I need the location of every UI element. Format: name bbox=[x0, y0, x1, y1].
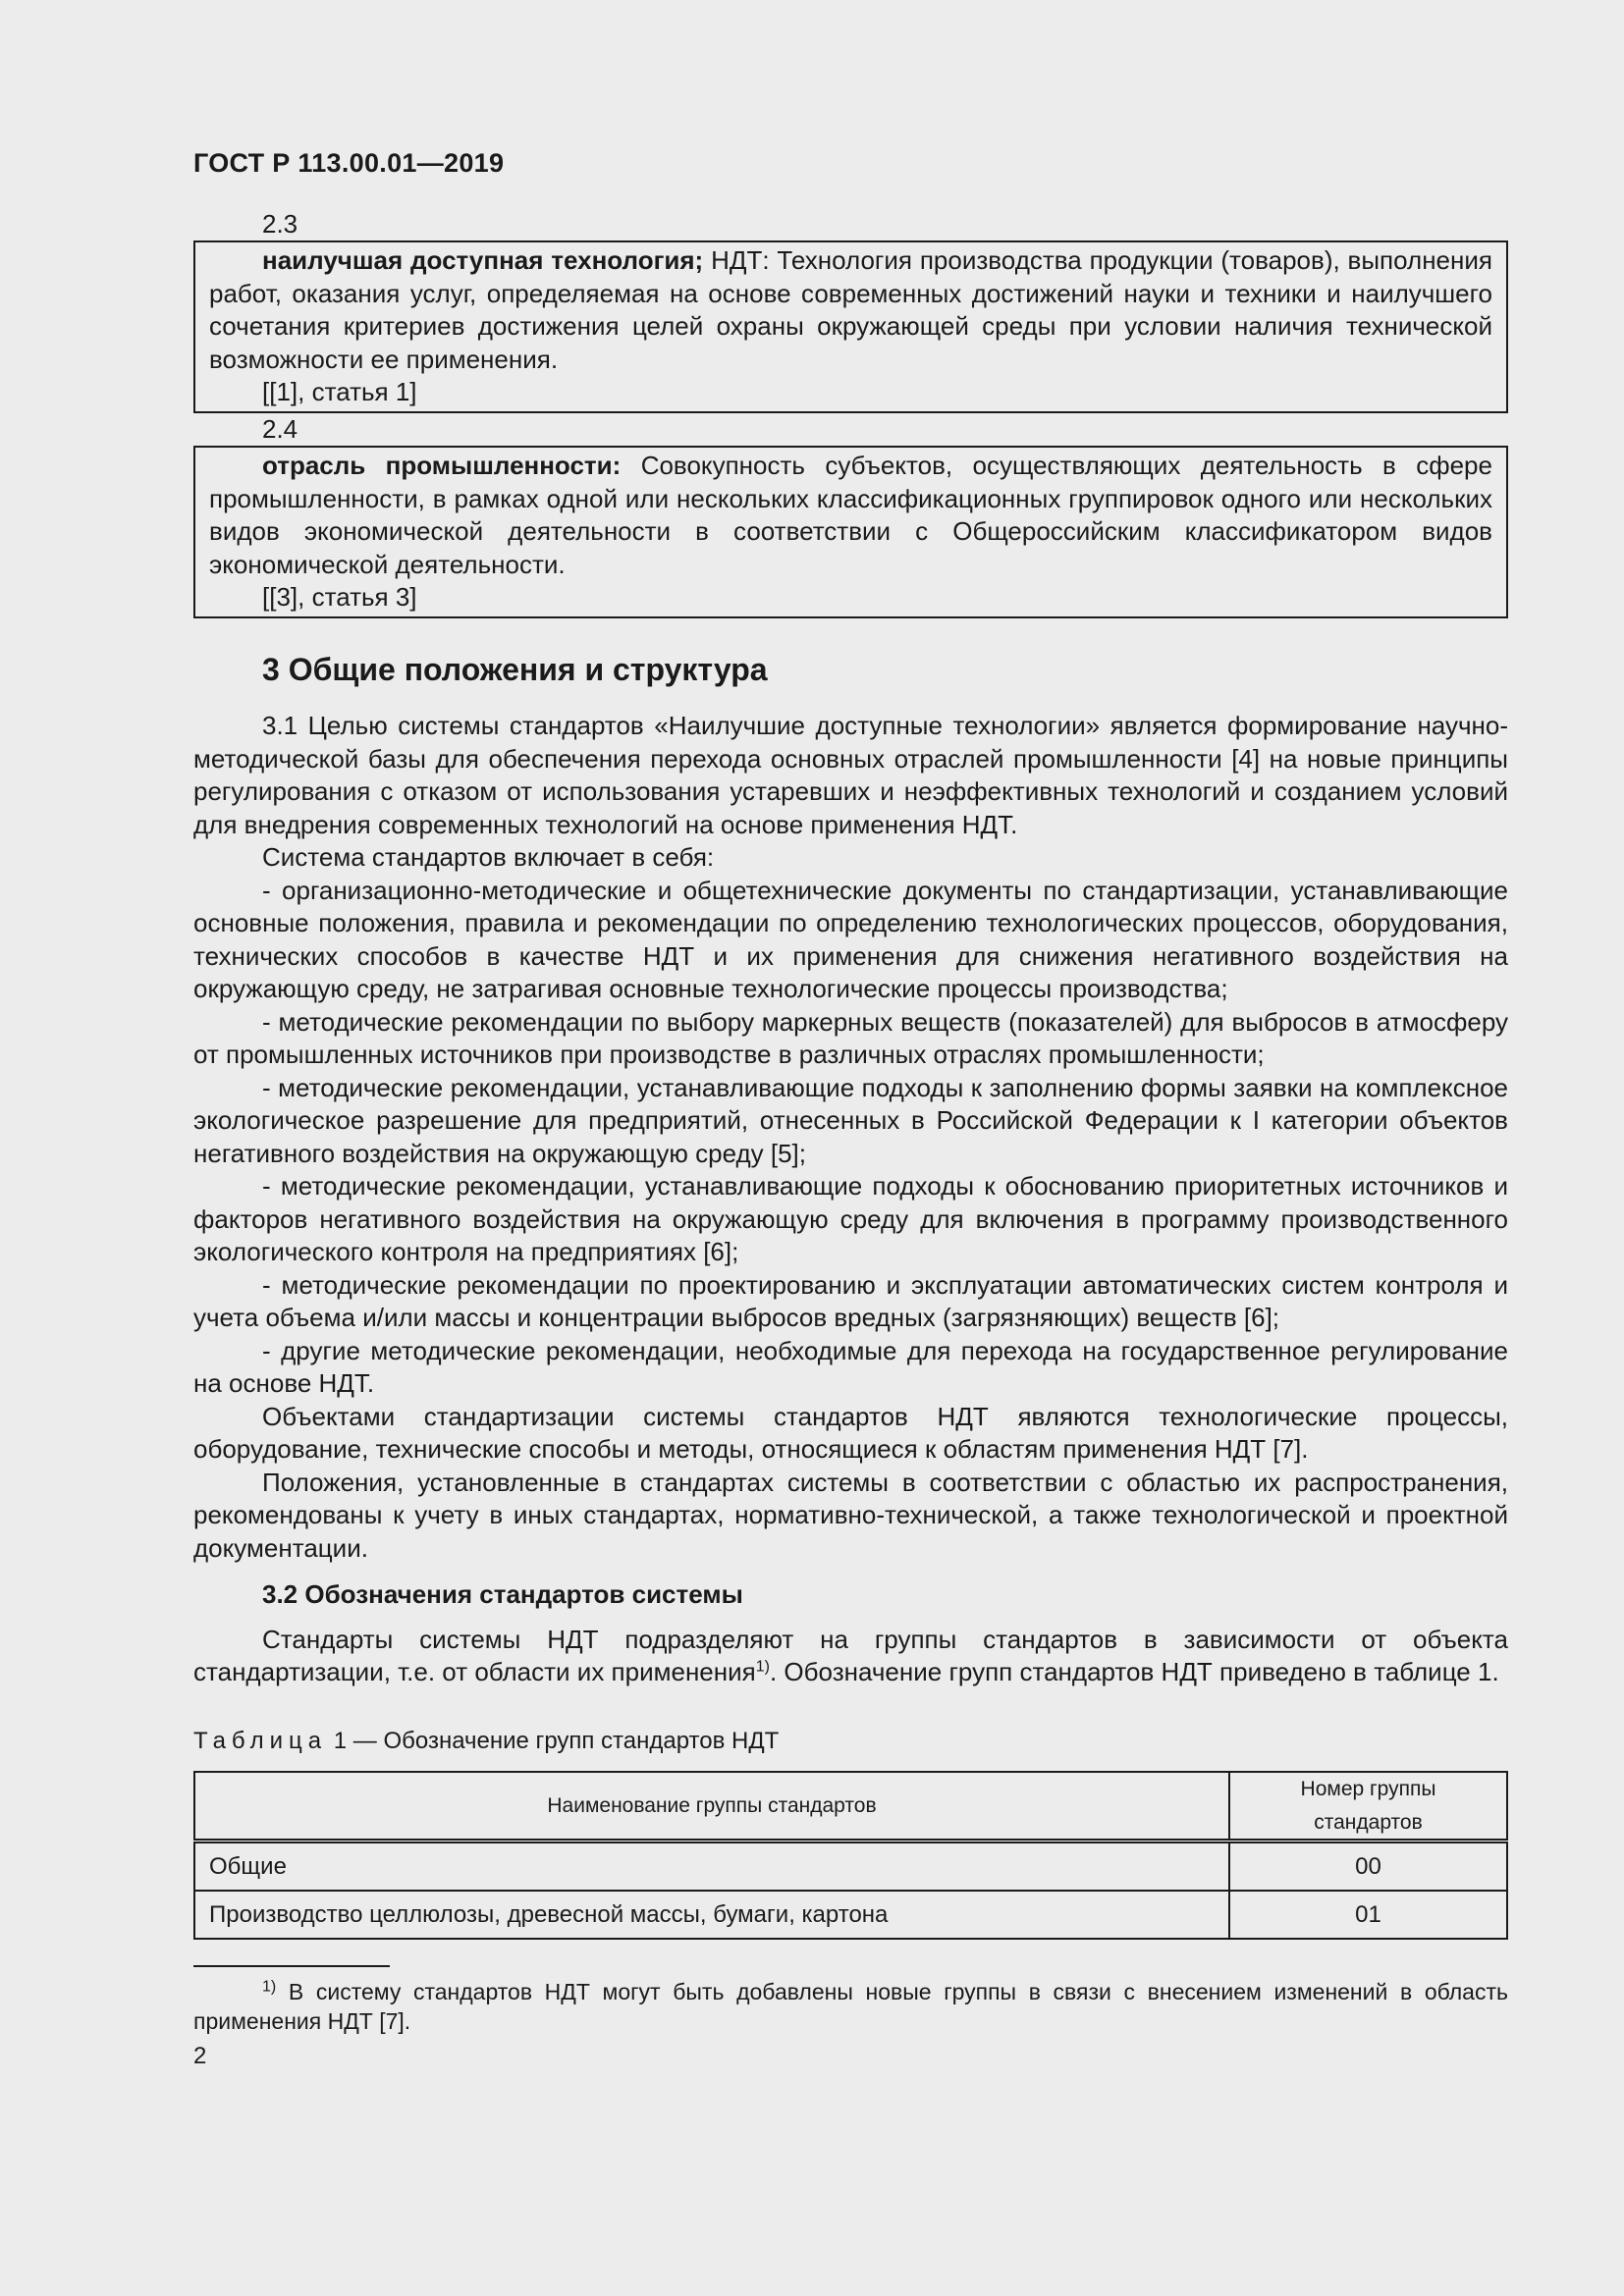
table-header-row bbox=[194, 1772, 1507, 1842]
term-body: Совокупность субъектов, осуществляющих деятельность в сфере промышленности, в рамках одной или нескольких классификационных группировок одного или нескольких видов экономической деятельности в соответствии с Общероссийским классификатором видов экономической деятельности. bbox=[209, 451, 1492, 579]
list-item: - методические рекомендации, устанавливающие подходы к заполнению формы заявки на комплексное экологическое разрешение для предприятий, отнесенных в Российской Федерации к I категории объектов негативного воздействия на окружающую среду [5]; bbox=[193, 1072, 1508, 1168]
paragraph-3-1: 3.1 Целью системы стандартов «Наилучшие доступные технологии» является формирование научно-методической базы для обеспечения перехода основных отраслей промышленности [4] на новые принципы регулирования с отказом от использования устаревших и неэффективных технологий и созданием условий для внедрения современных технологий на основе применения НДТ. bbox=[193, 711, 1508, 839]
groups-table bbox=[193, 1771, 1508, 1940]
list-item: - организационно-методические и общетехнические документы по стандартизации, устанавливающие основные положения, правила и рекомендации по определению технологических процессов, оборудования, технических способов в качестве НДТ и их применения для снижения негативного воздействия на окружающую среду, не затрагивая основные технологические процессы производства; bbox=[193, 875, 1508, 1003]
table-caption: Таблица 1 — Обозначение групп стандартов НДТ bbox=[193, 1727, 780, 1754]
page-number: 2 bbox=[193, 2043, 207, 2069]
term-definition-2-4 bbox=[209, 450, 1492, 581]
paragraph-3-2: Стандарты системы НДТ подразделяют на группы стандартов в зависимости от объекта стандартизации, т.е. от области их применения$^{1)}$. Обозначение групп стандартов НДТ приведено в таблице 1. bbox=[193, 1624, 1508, 1686]
term-source: [[1], статья 1] bbox=[262, 377, 417, 406]
list-item: - методические рекомендации, устанавливающие подходы к обоснованию приоритетных источников и факторов негативного воздействия на окружающую среду для включения в программу производственного экологического контроля на предприятиях [6]; bbox=[193, 1171, 1508, 1266]
term-definition-2-3 bbox=[209, 244, 1492, 376]
cell-group-number: 00 bbox=[1229, 1842, 1507, 1892]
table-row bbox=[194, 1842, 1507, 1892]
cell-group-number: 01 bbox=[1229, 1891, 1507, 1939]
term-box-2-3 bbox=[193, 240, 1508, 413]
document-page bbox=[193, 147, 1508, 2073]
cell-group-name: Общие bbox=[194, 1842, 1229, 1892]
list-item: - другие методические рекомендации, необходимые для перехода на государственное регулирование на основе НДТ. bbox=[193, 1335, 1508, 1398]
clause-number-2-3: 2.3 bbox=[262, 208, 298, 239]
footnote-divider bbox=[193, 1965, 390, 1967]
column-header-number: Номер группы стандартов bbox=[1229, 1772, 1507, 1842]
section-3-title: 3 Общие положения и структура bbox=[262, 651, 768, 687]
paragraph-objects: Объектами стандартизации системы стандартов НДТ являются технологические процессы, оборудование, технические способы и методы, относящиеся к областям применения НДТ [7]. bbox=[193, 1401, 1508, 1464]
cell-group-name: Производство целлюлозы, древесной массы, бумаги, картона bbox=[194, 1891, 1229, 1939]
footnote-ref[interactable]: 1) bbox=[755, 1658, 770, 1676]
term-name: наилучшая доступная технология; bbox=[262, 245, 704, 275]
column-header-name: Наименование группы стандартов bbox=[194, 1772, 1229, 1842]
term-name: отрасль промышленности: bbox=[262, 451, 622, 480]
term-box-2-4 bbox=[193, 446, 1508, 618]
list-item: - методические рекомендации по выбору маркерных веществ (показателей) для выбросов в атмосферу от промышленных источников при производстве в различных отраслях промышленности; bbox=[193, 1006, 1508, 1069]
term-source: [[3], статья 3] bbox=[262, 582, 417, 612]
table-row bbox=[194, 1891, 1507, 1939]
paragraph-provisions: Положения, установленные в стандартах системы в соответствии с областью их распространения, рекомендованы к учету в иных стандартах, нормативно-технической, а также технологической и проектной документации. bbox=[193, 1467, 1508, 1563]
paragraph-system-includes: Система стандартов включает в себя: bbox=[262, 842, 715, 872]
section-3-2-title: 3.2 Обозначения стандартов системы bbox=[262, 1579, 743, 1609]
footnote: $^{1)}$ В систему стандартов НДТ могут быть добавлены новые группы в связи с внесением изменений в область применения НДТ [7]. bbox=[193, 1978, 1508, 2034]
term-body: НДТ: Технология производства продукции (товаров), выполнения работ, оказания услуг, определяемая на основе современных достижений науки и техники и наилучшего сочетания критериев достижения целей охраны окружающей среды при условии наличия технической возможности ее применения. bbox=[209, 245, 1492, 374]
footnote-mark: 1) bbox=[262, 1978, 277, 1996]
document-header: ГОСТ Р 113.00.01—2019 bbox=[193, 148, 505, 178]
list-item: - методические рекомендации по проектированию и эксплуатации автоматических систем контроля и учета объема и/или массы и концентрации выбросов вредных (загрязняющих) веществ [6]; bbox=[193, 1269, 1508, 1332]
clause-number-2-4: 2.4 bbox=[262, 413, 298, 444]
